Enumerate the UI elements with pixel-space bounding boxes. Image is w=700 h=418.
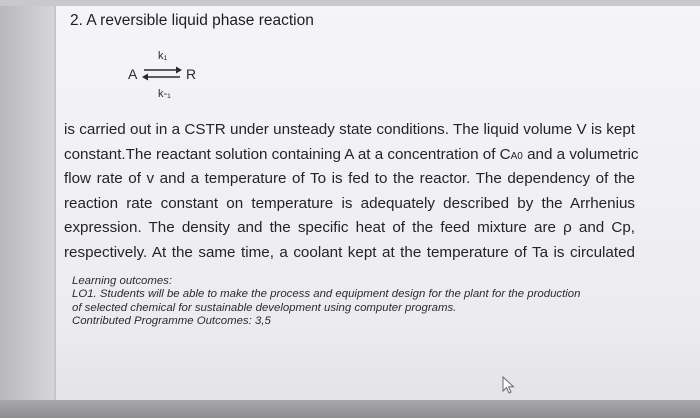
mouse-pointer-icon	[501, 376, 517, 396]
statement-line: reaction rate constant on temperature is adequately described by the Arrhenius	[64, 194, 635, 212]
statement-text: and a volumetric	[522, 145, 639, 163]
left-margin	[0, 0, 56, 418]
reaction-equation	[128, 50, 218, 110]
top-strip	[0, 0, 700, 6]
outcome-lo1-line2: of selected chemical for sustainable development using computer programs.	[72, 301, 457, 314]
concentration-subscript: A0	[510, 150, 523, 162]
statement-line	[64, 143, 639, 168]
statement-text: constant.The reactant solution containing A at a concentration of C	[64, 145, 511, 163]
forward-rate-label: k₁	[158, 50, 168, 62]
statement-line: flow rate of v and a temperature of To is fed to the reactor. The dependency of the	[64, 170, 635, 188]
statement-line: respectively. At the same time, a coolant kept at the temperature of Ta is circulated	[64, 243, 635, 261]
reverse-rate-label: k-₁	[158, 88, 171, 100]
outcome-lo1-line1: LO1. Students will be able to make the process and equipment design for the plant for the production	[72, 288, 581, 301]
question-title: 2. A reversible liquid phase reaction	[70, 12, 314, 29]
programme-outcomes: Contributed Programme Outcomes: 3,5	[72, 315, 271, 328]
bottom-strip	[0, 400, 700, 418]
outcomes-heading: Learning outcomes:	[72, 275, 173, 287]
statement-line: expression. The density and the specific heat of the feed mixture are ρ and Cp,	[64, 219, 635, 237]
statement-line: is carried out in a CSTR under unsteady state conditions. The liquid volume V is kept	[64, 121, 635, 138]
problem-statement	[64, 118, 639, 266]
product-label: R	[186, 66, 197, 82]
equilibrium-arrows-icon	[142, 64, 182, 82]
learning-outcomes	[72, 275, 652, 329]
reactant-label: A	[128, 66, 138, 82]
